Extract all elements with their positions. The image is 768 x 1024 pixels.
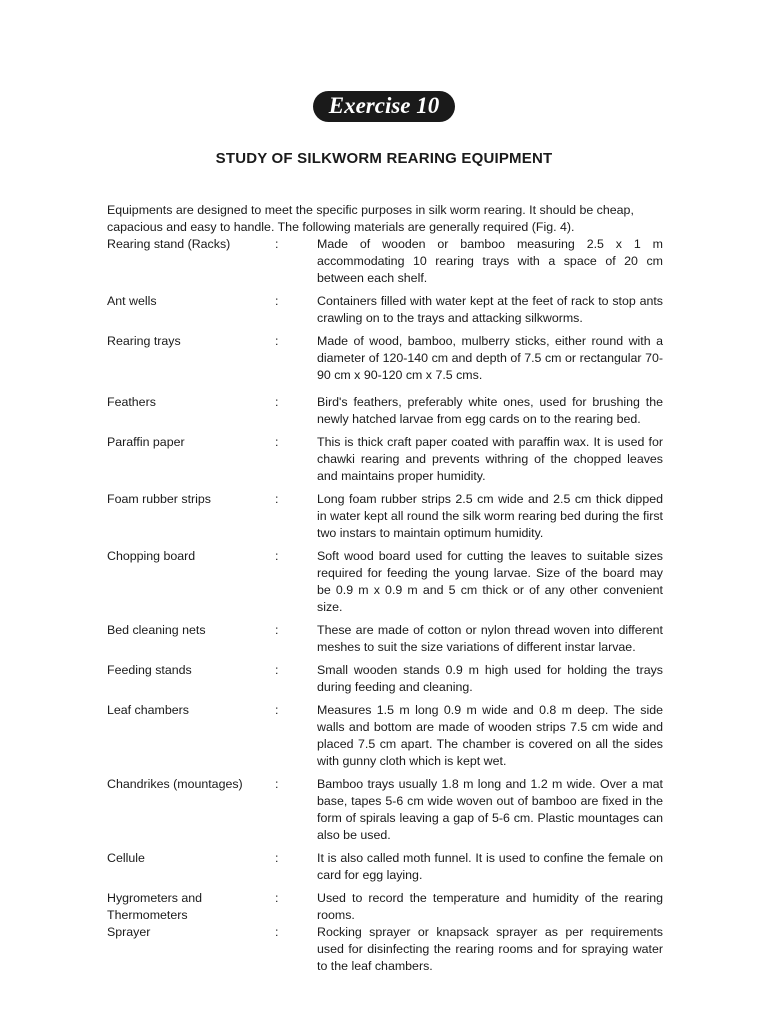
intro-paragraph: Equipments are designed to meet the specific purposes in silk worm rearing. It should be cheap, capacious and easy to handle. The following materials are generally required (Fig. 4).	[107, 203, 634, 234]
equipment-description: Small wooden stands 0.9 m high used for holding the trays during feeding and cleaning.	[317, 663, 663, 694]
exercise-badge: Exercise 10	[313, 91, 456, 122]
term-separator: :	[275, 334, 279, 348]
term-separator: :	[275, 395, 279, 409]
equipment-term: Rearing stand (Racks)	[107, 237, 231, 251]
equipment-term: Ant wells	[107, 294, 157, 308]
term-separator: :	[275, 851, 279, 865]
equipment-row	[107, 394, 663, 428]
equipment-description: Made of wooden or bamboo measuring 2.5 x 1 m accommodating 10 rearing trays with a space of 20 cm between each shelf.	[317, 237, 663, 285]
equipment-term: Hygrometers and Thermometers	[107, 891, 203, 922]
term-separator: :	[275, 623, 279, 637]
equipment-description: Made of wood, bamboo, mulberry sticks, either round with a diameter of 120-140 cm and depth of 7.5 cm or rectangular 70-90 cm x 90-120 cm x 7.5 cms.	[317, 334, 663, 382]
equipment-row	[107, 622, 663, 656]
term-separator: :	[275, 777, 279, 791]
equipment-term: Chandrikes (mountages)	[107, 777, 243, 791]
equipment-row	[107, 293, 663, 327]
term-separator: :	[275, 492, 279, 506]
equipment-description: Bamboo trays usually 1.8 m long and 1.2 m wide. Over a mat base, tapes 5-6 cm wide woven out of bamboo are fixed in the form of spirals leaving a gap of 5-6 cm. Plastic mountages can also be used.	[317, 777, 663, 842]
equipment-description: This is thick craft paper coated with paraffin wax. It is used for chawki rearing and prevents withring of the chopped leaves and maintains proper humidity.	[317, 435, 663, 483]
equipment-description: It is also called moth funnel. It is used to confine the female on card for egg laying.	[317, 851, 663, 882]
equipment-description: Used to record the temperature and humidity of the rearing rooms.	[317, 891, 663, 922]
equipment-description: Rocking sprayer or knapsack sprayer as per requirements used for disinfecting the rearing rooms and for spraying water to the leaf chambers.	[317, 925, 663, 973]
equipment-row	[107, 333, 663, 384]
equipment-term: Feathers	[107, 395, 156, 409]
equipment-description: Containers filled with water kept at the feet of rack to stop ants crawling on to the trays and attacking silkworms.	[317, 294, 663, 325]
equipment-description: Soft wood board used for cutting the leaves to suitable sizes required for feeding the young larvae. Size of the board may be 0.9 m x 0.9 m and 5 cm thick or of any other convenient size.	[317, 549, 663, 614]
term-separator: :	[275, 294, 279, 308]
page-title: STUDY OF SILKWORM REARING EQUIPMENT	[215, 150, 553, 167]
equipment-row	[107, 850, 663, 884]
term-separator: :	[275, 549, 279, 563]
equipment-row	[107, 890, 663, 924]
equipment-row	[107, 236, 663, 287]
equipment-row	[107, 434, 663, 485]
term-separator: :	[275, 237, 279, 251]
equipment-term: Feeding stands	[107, 663, 192, 677]
equipment-list	[107, 236, 663, 975]
equipment-term: Bed cleaning nets	[107, 623, 206, 637]
term-separator: :	[275, 925, 279, 939]
equipment-term: Sprayer	[107, 925, 151, 939]
equipment-row	[107, 924, 663, 975]
equipment-description: Measures 1.5 m long 0.9 m wide and 0.8 m deep. The side walls and bottom are made of wooden strips 7.5 cm wide and placed 7.5 cm apart. The chamber is covered on all the sides with gunny cloth which is kept wet.	[317, 703, 663, 768]
equipment-term: Chopping board	[107, 549, 196, 563]
equipment-term: Foam rubber strips	[107, 492, 211, 506]
equipment-row	[107, 702, 663, 770]
equipment-description: Bird's feathers, preferably white ones, used for brushing the newly hatched larvae from egg cards on to the rearing bed.	[317, 395, 663, 426]
equipment-row	[107, 491, 663, 542]
term-separator: :	[275, 435, 279, 449]
equipment-row	[107, 662, 663, 696]
equipment-term: Cellule	[107, 851, 145, 865]
equipment-description: Long foam rubber strips 2.5 cm wide and 2.5 cm thick dipped in water kept all round the silk worm rearing bed during the first two instars to maintain optimum humidity.	[317, 492, 663, 540]
term-separator: :	[275, 891, 279, 905]
equipment-term: Rearing trays	[107, 334, 181, 348]
equipment-row	[107, 776, 663, 844]
term-separator: :	[275, 703, 279, 717]
equipment-term: Paraffin paper	[107, 435, 185, 449]
equipment-row	[107, 548, 663, 616]
equipment-term: Leaf chambers	[107, 703, 189, 717]
term-separator: :	[275, 663, 279, 677]
equipment-description: These are made of cotton or nylon thread woven into different meshes to suit the size variations of different instar larvae.	[317, 623, 663, 654]
exercise-header	[0, 91, 768, 122]
